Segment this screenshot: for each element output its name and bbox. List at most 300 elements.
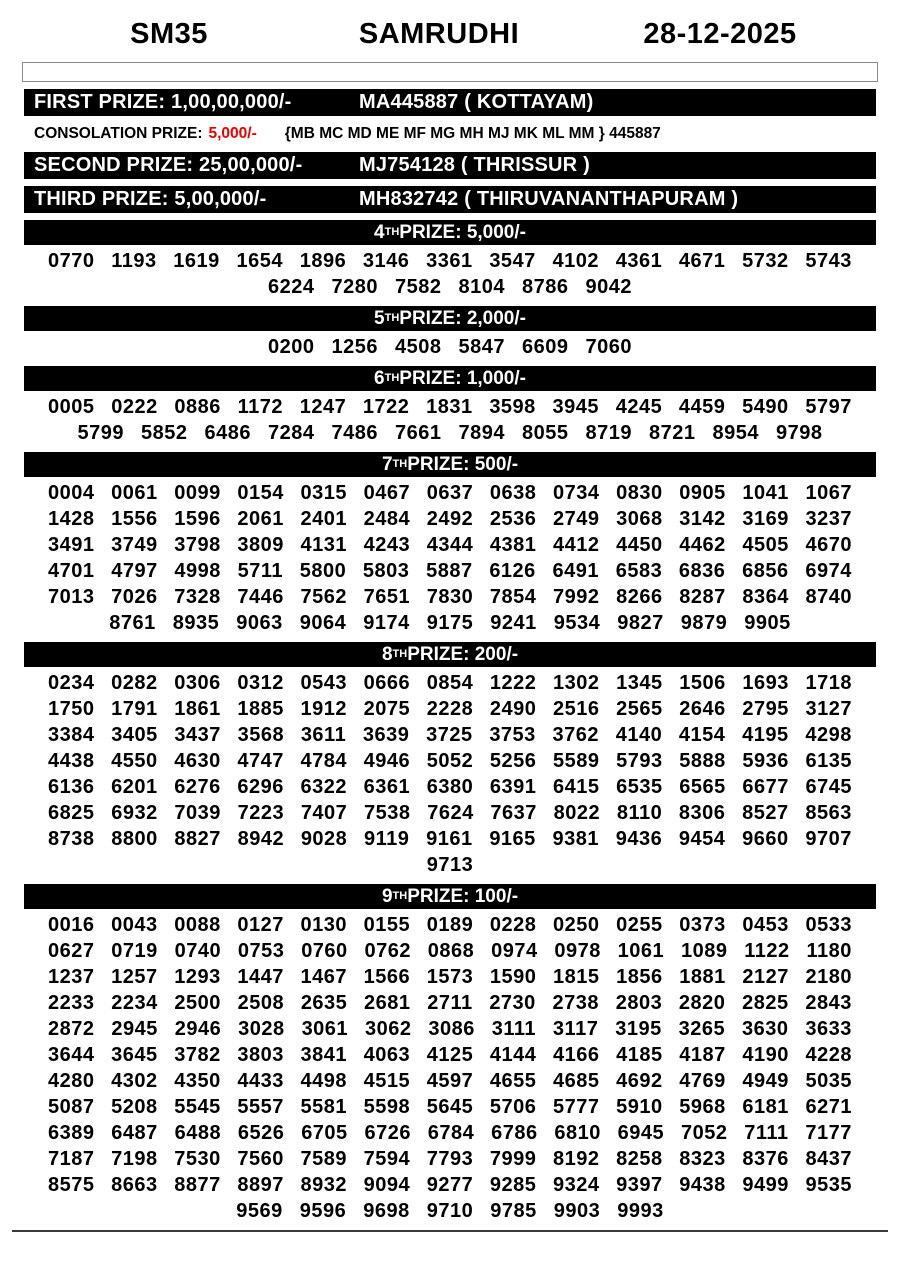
prize-number: 6486 bbox=[204, 421, 251, 444]
prize-number: 9324 bbox=[553, 1173, 600, 1196]
prize-number: 4438 bbox=[48, 749, 95, 772]
prize-number: 7026 bbox=[111, 585, 158, 608]
prize-number: 0770 bbox=[48, 249, 95, 272]
section-4th-prize bbox=[24, 220, 876, 300]
prize-number: 6932 bbox=[111, 801, 158, 824]
number-row bbox=[24, 584, 876, 610]
prize-number: 0155 bbox=[363, 913, 411, 936]
number-row bbox=[24, 1120, 876, 1146]
prize-number: 1428 bbox=[48, 507, 95, 530]
winning-numbers bbox=[24, 394, 876, 446]
prize-number: 7589 bbox=[300, 1147, 347, 1170]
prize-number: 2536 bbox=[489, 507, 537, 530]
prize-number: 3798 bbox=[174, 533, 221, 556]
prize-number: 5589 bbox=[553, 749, 600, 772]
prize-number: 7992 bbox=[553, 585, 600, 608]
section-ordinal: 8 bbox=[381, 643, 393, 665]
prize-number: 0978 bbox=[554, 939, 601, 962]
prize-number: 1467 bbox=[300, 965, 347, 988]
prize-number: 1573 bbox=[426, 965, 474, 988]
prize-number: 4280 bbox=[48, 1069, 95, 1092]
prize-number: 6136 bbox=[48, 775, 95, 798]
prize-number: 7594 bbox=[363, 1147, 411, 1170]
prize-number: 7661 bbox=[395, 421, 442, 444]
prize-number: 1654 bbox=[236, 249, 283, 272]
winning-numbers bbox=[24, 480, 876, 636]
prize-number: 8437 bbox=[805, 1147, 852, 1170]
prize-number: 7446 bbox=[237, 585, 284, 608]
prize-number: 6945 bbox=[617, 1121, 665, 1144]
prize-number: 1293 bbox=[174, 965, 221, 988]
prize-number: 0004 bbox=[48, 481, 95, 504]
prize-number: 1722 bbox=[362, 395, 410, 418]
prize-number: 6677 bbox=[742, 775, 789, 798]
prize-number: 4784 bbox=[300, 749, 347, 772]
prize-number: 9707 bbox=[805, 827, 852, 850]
prize-number: 9905 bbox=[744, 611, 791, 634]
prize-number: 2127 bbox=[742, 965, 789, 988]
prize-number: 6126 bbox=[489, 559, 536, 582]
prize-number: 1256 bbox=[331, 335, 378, 358]
prize-number: 2233 bbox=[48, 991, 95, 1014]
number-row bbox=[24, 748, 876, 774]
prize-number: 2825 bbox=[742, 991, 789, 1014]
prize-number: 7651 bbox=[363, 585, 411, 608]
prize-number: 3117 bbox=[552, 1017, 599, 1040]
section-5th-prize bbox=[24, 306, 876, 360]
prize-number: 3782 bbox=[174, 1043, 221, 1066]
prize-number: 0315 bbox=[300, 481, 347, 504]
prize-number: 1089 bbox=[680, 939, 728, 962]
prize-number: 3142 bbox=[679, 507, 726, 530]
prize-number: 0533 bbox=[805, 913, 852, 936]
prize-number: 5887 bbox=[426, 559, 473, 582]
prize-number: 6135 bbox=[805, 749, 852, 772]
prize-number: 4747 bbox=[237, 749, 284, 772]
prize-number: 0734 bbox=[553, 481, 600, 504]
prize-number: 4692 bbox=[616, 1069, 663, 1092]
prize-number: 1506 bbox=[679, 671, 726, 694]
prize-number: 9438 bbox=[679, 1173, 726, 1196]
prize-number: 2820 bbox=[678, 991, 726, 1014]
prize-number: 6361 bbox=[363, 775, 411, 798]
prize-number: 5803 bbox=[362, 559, 410, 582]
prize-number: 9241 bbox=[490, 611, 537, 634]
prize-number: 2516 bbox=[553, 697, 600, 720]
prize-number: 8721 bbox=[649, 421, 696, 444]
prize-number: 9660 bbox=[742, 827, 789, 850]
prize-number: 7284 bbox=[268, 421, 315, 444]
prize-number: 4131 bbox=[300, 533, 347, 556]
prize-number: 8022 bbox=[553, 801, 601, 824]
number-row bbox=[24, 1094, 876, 1120]
prize-number: 6181 bbox=[742, 1095, 789, 1118]
prize-number: 3086 bbox=[428, 1017, 475, 1040]
prize-number: 8527 bbox=[742, 801, 789, 824]
prize-number: 4949 bbox=[742, 1069, 789, 1092]
prize-number: 9381 bbox=[552, 827, 600, 850]
number-row bbox=[24, 532, 876, 558]
prize-number: 6784 bbox=[427, 1121, 475, 1144]
prize-number: 0905 bbox=[679, 481, 726, 504]
prize-number: 0762 bbox=[364, 939, 411, 962]
number-row bbox=[24, 610, 876, 636]
prize-number: 3762 bbox=[552, 723, 600, 746]
prize-number: 9161 bbox=[426, 827, 473, 850]
number-row bbox=[24, 1198, 876, 1224]
prize-number: 3405 bbox=[111, 723, 158, 746]
prize-number: 8740 bbox=[805, 585, 852, 608]
prize-number: 1067 bbox=[805, 481, 852, 504]
empty-input-strip[interactable] bbox=[22, 62, 878, 82]
prize-number: 3111 bbox=[491, 1017, 537, 1040]
prize-number: 9277 bbox=[426, 1173, 474, 1196]
prize-number: 7198 bbox=[111, 1147, 158, 1170]
prize-number: 0200 bbox=[268, 335, 315, 358]
prize-number: 8827 bbox=[174, 827, 221, 850]
first-prize-label: FIRST PRIZE: 1,00,00,000/- bbox=[34, 91, 292, 113]
number-row bbox=[24, 1042, 876, 1068]
prize-number: 7111 bbox=[744, 1121, 789, 1144]
prize-number: 4630 bbox=[174, 749, 221, 772]
prize-number: 9698 bbox=[363, 1199, 410, 1222]
prize-number: 9596 bbox=[299, 1199, 347, 1222]
prize-number: 3841 bbox=[300, 1043, 347, 1066]
prize-number: 8897 bbox=[237, 1173, 284, 1196]
prize-number: 4433 bbox=[237, 1069, 284, 1092]
number-row bbox=[24, 248, 876, 274]
prize-number: 7830 bbox=[426, 585, 474, 608]
prize-number: 6836 bbox=[678, 559, 726, 582]
number-row bbox=[24, 990, 876, 1016]
prize-number: 2843 bbox=[805, 991, 852, 1014]
prize-number: 2730 bbox=[489, 991, 536, 1014]
prize-number: 4298 bbox=[805, 723, 852, 746]
prize-number: 9993 bbox=[617, 1199, 664, 1222]
prize-number: 4459 bbox=[678, 395, 726, 418]
first-prize-winner: MA445887 ( KOTTAYAM) bbox=[359, 91, 594, 113]
prize-number: 8800 bbox=[111, 827, 158, 850]
prize-number: 9785 bbox=[490, 1199, 537, 1222]
prize-number: 0453 bbox=[742, 913, 789, 936]
prize-number: 2401 bbox=[300, 507, 347, 530]
prize-number: 9064 bbox=[299, 611, 347, 634]
prize-number: 1041 bbox=[742, 481, 789, 504]
prize-number: 4655 bbox=[489, 1069, 537, 1092]
prize-number: 3195 bbox=[615, 1017, 662, 1040]
prize-number: 0830 bbox=[616, 481, 663, 504]
prize-number: 1831 bbox=[426, 395, 473, 418]
prize-number: 2872 bbox=[48, 1017, 95, 1040]
number-row bbox=[24, 480, 876, 506]
prize-number: 4998 bbox=[174, 559, 221, 582]
prize-number: 6224 bbox=[268, 275, 315, 298]
section-title: PRIZE: 5,000/- bbox=[399, 221, 526, 243]
prize-number: 7052 bbox=[680, 1121, 728, 1144]
prize-number: 6825 bbox=[48, 801, 95, 824]
prize-number: 1861 bbox=[174, 697, 221, 720]
bottom-divider bbox=[12, 1230, 888, 1232]
number-row bbox=[24, 964, 876, 990]
prize-number: 6389 bbox=[48, 1121, 95, 1144]
prize-number: 0016 bbox=[48, 913, 95, 936]
prize-number: 3809 bbox=[237, 533, 284, 556]
prize-number: 4797 bbox=[111, 559, 158, 582]
prize-number: 6786 bbox=[491, 1121, 538, 1144]
prize-number: 4450 bbox=[616, 533, 663, 556]
section-header: 9 TH PRIZE: 100/- bbox=[24, 884, 876, 909]
prize-number: 1718 bbox=[805, 671, 852, 694]
number-row bbox=[24, 774, 876, 800]
prize-number: 8192 bbox=[553, 1147, 600, 1170]
prize-number: 4063 bbox=[363, 1043, 411, 1066]
prize-number: 3361 bbox=[426, 249, 473, 272]
prize-number: 0868 bbox=[427, 939, 475, 962]
prize-number: 2803 bbox=[615, 991, 663, 1014]
prize-number: 2795 bbox=[742, 697, 789, 720]
prize-number: 3645 bbox=[111, 1043, 158, 1066]
number-row bbox=[24, 826, 876, 852]
prize-number: 7538 bbox=[364, 801, 411, 824]
prize-number: 9827 bbox=[617, 611, 664, 634]
prize-number: 8104 bbox=[458, 275, 505, 298]
prize-number: 7560 bbox=[237, 1147, 284, 1170]
prize-number: 4412 bbox=[553, 533, 600, 556]
prize-number: 3633 bbox=[805, 1017, 852, 1040]
section-header: 5 TH PRIZE: 2,000/- bbox=[24, 306, 876, 331]
prize-number: 0005 bbox=[48, 395, 95, 418]
prize-number: 5852 bbox=[141, 421, 188, 444]
prize-number: 1222 bbox=[489, 671, 537, 694]
prize-number: 3265 bbox=[678, 1017, 726, 1040]
prize-number: 5087 bbox=[48, 1095, 95, 1118]
prize-number: 3237 bbox=[805, 507, 852, 530]
consolation-prize-row bbox=[24, 123, 876, 145]
prize-number: 1122 bbox=[744, 939, 790, 962]
section-title: PRIZE: 1,000/- bbox=[399, 367, 526, 389]
prize-number: 4769 bbox=[679, 1069, 726, 1092]
prize-number: 4187 bbox=[679, 1043, 726, 1066]
prize-number: 8738 bbox=[48, 827, 95, 850]
prize-number: 5800 bbox=[299, 559, 347, 582]
prize-number: 2681 bbox=[364, 991, 411, 1014]
prize-number: 5910 bbox=[616, 1095, 663, 1118]
prize-number: 7582 bbox=[395, 275, 442, 298]
first-prize-bar bbox=[24, 89, 876, 116]
prize-number: 2946 bbox=[174, 1017, 222, 1040]
prize-number: 5208 bbox=[111, 1095, 158, 1118]
prize-number: 5490 bbox=[742, 395, 789, 418]
prize-number: 3384 bbox=[48, 723, 95, 746]
section-header: 7 TH PRIZE: 500/- bbox=[24, 452, 876, 477]
prize-number: 7854 bbox=[489, 585, 537, 608]
prize-number: 8306 bbox=[678, 801, 726, 824]
third-prize-label: THIRD PRIZE: 5,00,000/- bbox=[34, 188, 267, 210]
prize-number: 8942 bbox=[237, 827, 285, 850]
prize-number: 3028 bbox=[238, 1017, 285, 1040]
prize-number: 2711 bbox=[427, 991, 473, 1014]
prize-number: 1193 bbox=[111, 249, 157, 272]
prize-number: 7530 bbox=[174, 1147, 221, 1170]
prize-number: 3547 bbox=[489, 249, 536, 272]
prize-number: 5645 bbox=[426, 1095, 474, 1118]
prize-number: 6583 bbox=[615, 559, 663, 582]
prize-number: 1590 bbox=[489, 965, 537, 988]
section-6th-prize bbox=[24, 366, 876, 446]
prize-number: 5793 bbox=[616, 749, 663, 772]
prize-number: 1912 bbox=[300, 697, 347, 720]
number-row bbox=[24, 852, 876, 878]
prize-number: 1856 bbox=[616, 965, 663, 988]
prize-number: 9165 bbox=[489, 827, 536, 850]
prize-number: 0234 bbox=[48, 671, 95, 694]
number-row bbox=[24, 334, 876, 360]
number-row bbox=[24, 800, 876, 826]
prize-number: 4102 bbox=[552, 249, 600, 272]
prize-number: 4185 bbox=[616, 1043, 663, 1066]
prize-number: 1896 bbox=[299, 249, 347, 272]
number-row bbox=[24, 506, 876, 532]
prize-number: 3062 bbox=[364, 1017, 412, 1040]
prize-number: 1596 bbox=[174, 507, 221, 530]
prize-number: 6380 bbox=[426, 775, 474, 798]
prize-number: 7039 bbox=[174, 801, 221, 824]
prize-number: 4670 bbox=[805, 533, 852, 556]
prize-number: 6565 bbox=[679, 775, 726, 798]
prize-number: 4140 bbox=[615, 723, 663, 746]
prize-number: 3568 bbox=[237, 723, 285, 746]
second-prize-label: SECOND PRIZE: 25,00,000/- bbox=[34, 154, 303, 176]
prize-number: 1566 bbox=[363, 965, 411, 988]
section-7th-prize bbox=[24, 452, 876, 636]
prize-number: 0719 bbox=[111, 939, 158, 962]
prize-number: 0373 bbox=[679, 913, 726, 936]
prize-sections bbox=[24, 220, 876, 1224]
prize-number: 4515 bbox=[363, 1069, 411, 1092]
prize-number: 9903 bbox=[553, 1199, 601, 1222]
prize-number: 4125 bbox=[426, 1043, 474, 1066]
prize-number: 7894 bbox=[458, 421, 505, 444]
number-row bbox=[24, 1016, 876, 1042]
prize-number: 8935 bbox=[172, 611, 220, 634]
prize-number: 4508 bbox=[395, 335, 442, 358]
winning-numbers bbox=[24, 912, 876, 1224]
prize-number: 0637 bbox=[426, 481, 474, 504]
prize-number: 9175 bbox=[426, 611, 474, 634]
prize-number: 3753 bbox=[489, 723, 536, 746]
consolation-series: {MB MC MD ME MF MG MH MJ MK ML MM } 445887 bbox=[284, 125, 661, 142]
prize-number: 9119 bbox=[364, 827, 410, 850]
prize-number: 5598 bbox=[363, 1095, 411, 1118]
section-title: PRIZE: 500/- bbox=[407, 453, 519, 475]
prize-number: 2738 bbox=[552, 991, 600, 1014]
prize-number: 8258 bbox=[616, 1147, 663, 1170]
prize-number: 5732 bbox=[742, 249, 789, 272]
prize-number: 6491 bbox=[552, 559, 600, 582]
prize-number: 0312 bbox=[237, 671, 284, 694]
prize-number: 1556 bbox=[111, 507, 158, 530]
prize-number: 0638 bbox=[489, 481, 537, 504]
prize-number: 6705 bbox=[301, 1121, 348, 1144]
prize-number: 6322 bbox=[300, 775, 347, 798]
prize-number: 0467 bbox=[363, 481, 411, 504]
number-row bbox=[24, 394, 876, 420]
prize-number: 4245 bbox=[615, 395, 663, 418]
prize-number: 9028 bbox=[300, 827, 348, 850]
prize-number: 0130 bbox=[300, 913, 347, 936]
prize-number: 1815 bbox=[553, 965, 600, 988]
prize-number: 0740 bbox=[174, 939, 222, 962]
section-header: 8 TH PRIZE: 200/- bbox=[24, 642, 876, 667]
prize-number: 4685 bbox=[553, 1069, 600, 1092]
section-ordinal: 4 bbox=[374, 221, 385, 243]
prize-number: 1447 bbox=[237, 965, 284, 988]
prize-number: 5847 bbox=[458, 335, 505, 358]
prize-number: 2484 bbox=[363, 507, 411, 530]
prize-number: 7407 bbox=[300, 801, 348, 824]
prize-number: 2945 bbox=[111, 1017, 158, 1040]
prize-number: 1247 bbox=[299, 395, 347, 418]
prize-number: 7187 bbox=[48, 1147, 95, 1170]
prize-number: 2646 bbox=[679, 697, 726, 720]
prize-number: 2508 bbox=[237, 991, 285, 1014]
prize-number: 6609 bbox=[522, 335, 569, 358]
winning-numbers bbox=[24, 670, 876, 878]
prize-number: 5743 bbox=[805, 249, 852, 272]
number-row bbox=[24, 558, 876, 584]
section-ordinal: 7 bbox=[381, 453, 393, 475]
prize-number: 8055 bbox=[522, 421, 569, 444]
prize-number: 7999 bbox=[489, 1147, 537, 1170]
prize-number: 6810 bbox=[554, 1121, 601, 1144]
prize-number: 4701 bbox=[48, 559, 95, 582]
prize-number: 5936 bbox=[742, 749, 789, 772]
prize-number: 5888 bbox=[679, 749, 726, 772]
section-ordinal: 9 bbox=[381, 885, 393, 907]
prize-number: 3749 bbox=[111, 533, 158, 556]
prize-number: 5035 bbox=[805, 1069, 852, 1092]
winning-numbers bbox=[24, 248, 876, 300]
prize-number: 3146 bbox=[362, 249, 410, 272]
prize-number: 5557 bbox=[237, 1095, 284, 1118]
prize-number: 1237 bbox=[48, 965, 95, 988]
prize-number: 4505 bbox=[742, 533, 789, 556]
prize-number: 8932 bbox=[300, 1173, 347, 1196]
prize-number: 5968 bbox=[679, 1095, 726, 1118]
section-ordinal: 6 bbox=[374, 367, 385, 389]
prize-number: 3803 bbox=[237, 1043, 284, 1066]
third-prize-winner: MH832742 ( THIRUVANANTHAPURAM ) bbox=[359, 188, 739, 210]
prize-number: 0255 bbox=[616, 913, 663, 936]
prize-number: 2075 bbox=[363, 697, 411, 720]
prize-number: 0760 bbox=[301, 939, 348, 962]
prize-number: 0543 bbox=[300, 671, 347, 694]
third-prize-bar bbox=[24, 186, 876, 213]
prize-number: 6974 bbox=[805, 559, 852, 582]
prize-number: 6526 bbox=[237, 1121, 285, 1144]
lottery-code: SM35 bbox=[130, 17, 208, 50]
prize-number: 4243 bbox=[363, 533, 411, 556]
prize-number: 1302 bbox=[553, 671, 600, 694]
prize-number: 6856 bbox=[742, 559, 789, 582]
prize-number: 9094 bbox=[363, 1173, 411, 1196]
prize-number: 0282 bbox=[111, 671, 158, 694]
prize-number: 9436 bbox=[615, 827, 663, 850]
prize-number: 6276 bbox=[174, 775, 221, 798]
prize-number: 4350 bbox=[174, 1069, 221, 1092]
prize-number: 5706 bbox=[489, 1095, 537, 1118]
prize-number: 3169 bbox=[742, 507, 789, 530]
